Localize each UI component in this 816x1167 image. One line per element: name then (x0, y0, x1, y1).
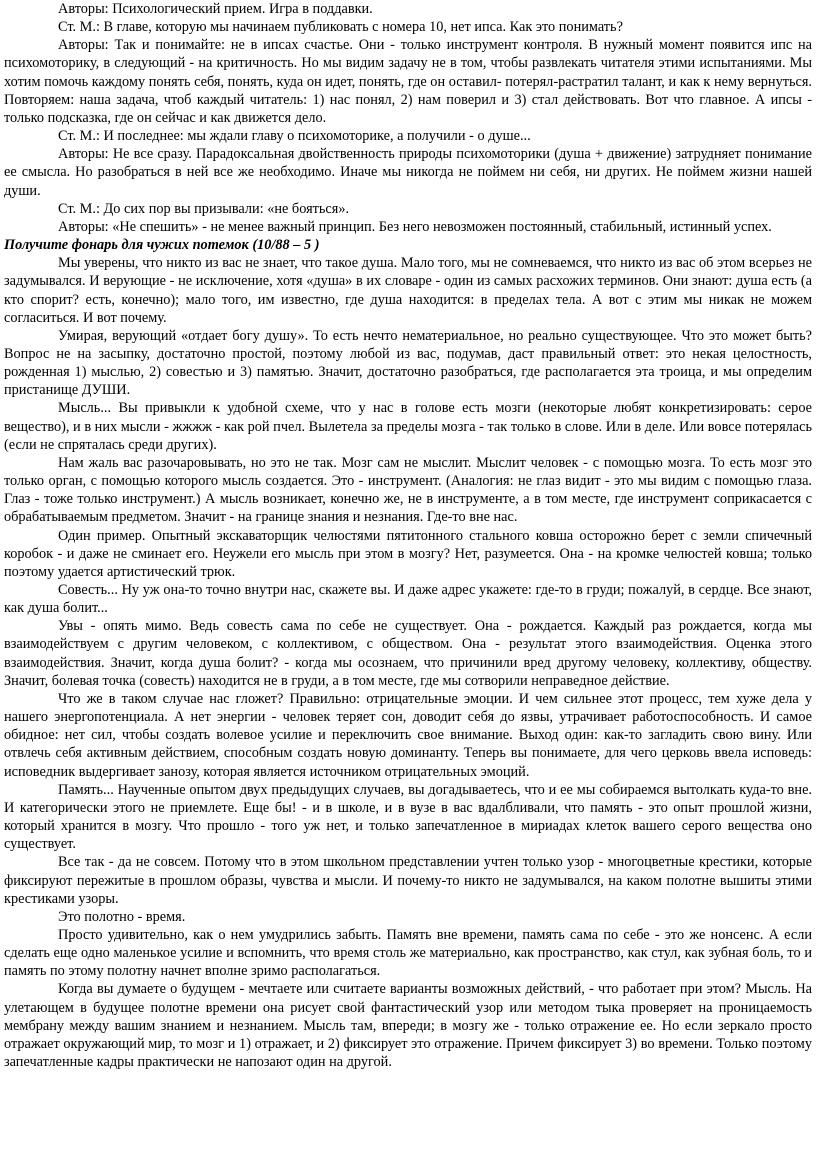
paragraph: Авторы: Психологический прием. Игра в поддавки. (58, 1, 373, 17)
paragraph: Когда вы думаете о будущем - мечтаете или считаете варианты возможных действий, - что работает при этом? Мысль. На улетающем в будущее полотне времени она рисует свой фантастический узор или методом тыка проверяет на проницаемость мембрану между вашим знанием и незнанием. Мысль там, впереди; в мозгу же - только отражение ее. Но если зеркало просто отражает окружающий мир, то мозг и 1) отражает, и 2) фиксирует это отражение. Причем фиксирует 3) во времени. Только поэтому запечатленные кадры практически не напозают один на другой. (4, 981, 812, 1071)
paragraph: Нам жаль вас разочаровывать, но это не так. Мозг сам не мыслит. Мыслит человек - с помощью мозга. То есть мозг это только орган, с помощью которого мысль создается. Это - инструмент. (Аналогия: не глаз видит - это мы видим с помощью глаза. Глаз - тоже только инструмент.) А мысль возникает, конечно же, не в инструменте, а в том месте, где инструмент соприкасается с обрабатываемым предметом. Значит - на границе знания и незнания. Где-то вне нас. (4, 454, 812, 526)
paragraph: Ст. М.: До сих пор вы призывали: «не бояться». (58, 200, 350, 217)
paragraph: Что же в таком случае нас гложет? Правильно: отрицательные эмоции. И чем сильнее этот процесс, тем хуже дела у нашего энергопотенциала. А нет энергии - человек теряет сон, доводит себя до язвы, утрачивает работоспособность. И самое обидное: нет сил, чтобы создать волевое усилие и переключить свое внимание. Выход один: как-то загладить свою вину. Или отвлечь себя активным действием, способным создать новую доминанту. Теперь вы понимаете, для чего церковь ввела исповедь: исповедник выдергивает занозу, которая является источником отрицательных эмоций. (4, 690, 812, 780)
paragraph: Просто удивительно, как о нем умудрились забыть. Память вне времени, память сама по себе - это же нонсенс. А если сделать еще одно маленькое усилие и вспомнить, что время столь же материально, как пространство, как стул, как зубная боль, то и память по этому полотну начнет вполне зримо располагаться. (4, 926, 812, 980)
paragraph: Ст. М.: В главе, которую мы начинаем публиковать с номера 10, нет ипса. Как это понимать? (58, 19, 623, 36)
paragraph: Ст. М.: И последнее: мы ждали главу о психомоторике, а получили - о душе... (58, 128, 531, 145)
paragraph: Мы уверены, что никто из вас не знает, что такое душа. Мало того, мы не сомневаемся, что никто из вас об этом всерьез не задумывался. И верующие - не исключение, хотя «душа» в их словаре - один из самых расхожих терминов. Они знают: душа есть (а кто спорит? есть, конечно); мало того, им известно, где душа находится: в пределах тела. А вот с этим мы никак не можем согласиться. И вот почему. (4, 255, 812, 326)
paragraph: Умирая, верующий «отдает богу душу». То есть нечто нематериальное, но реально существующее. Что это может быть? Вопрос не на засыпку, достаточно простой, поэтому любой из вас, подумав, даст правильный ответ: это некая целостность, рожденная 1) мыслью, 2) совестью и 3) памятью. Значит, достаточно разобраться, где располагается эта троица, и мы определим пристанище ДУШИ. (4, 327, 812, 399)
paragraph: Совесть... Ну уж она-то точно внутри нас, скажете вы. И даже адрес укажете: где-то в груди; пожалуй, в сердце. Все знают, как душа болит... (4, 582, 812, 617)
paragraph: Память... Наученные опытом двух предыдущих случаев, вы догадываетесь, что и ее мы собираемся вытолкать куда-то вне. И категорически этого не приемлете. Еще бы! - и в школе, и в вузе в вас вдалбливали, что память - это опыт прошлой жизни, который хранится в мозгу. Что прошло - того уж нет, и только запечатленное в мириадах клеток вашего серого вещества оно существует. (4, 781, 812, 853)
paragraph: Мысль... Вы привыкли к удобной схеме, что у нас в голове есть мозги (некоторые любят конкретизировать: серое вещество), и в них мысли - жжжж - как рой пчел. Вылетела за пределы мозга - так только в слове. Или в деле. Или вовсе потерялась (если не спряталась среди других). (4, 400, 812, 453)
paragraph: Все так - да не совсем. Потому что в этом школьном представлении учтен только узор - многоцветные крестики, которые фиксируют пережитые в прошлом образы, чувства и мысли. И почему-то никто не задумывался, на каком полотне вышиты этими крестиками узоры. (4, 854, 812, 907)
paragraph: Один пример. Опытный экскаваторщик челюстями пятитонного стального ковша осторожно берет с земли спичечный коробок - и даже не сминает его. Неужели его мысль при этом в мозгу? Нет, разумеется. Она - на кромке челюстей ковша; только поэтому удается артистический трюк. (4, 527, 812, 580)
paragraph: Авторы: Не все сразу. Парадоксальная двойственность природы психомоторики (душа + движение) затрудняет понимание ее смысла. Но разобраться в ней все же необходимо. Иначе мы никогда не поймем ни себя, ни других. Не поймем жизни нашей души. (4, 146, 812, 199)
paragraph: Авторы: Так и понимайте: не в ипсах счастье. Они - только инструмент контроля. В нужный момент появится ипс на психомоторику, в следующий - на критичность. Но мы видим задачу не в том, чтобы развлекать читателя этими испытаниями. Мы хотим помочь каждому понять себя, понять, куда он идет, понять, где он оставил- потерял-растратил талант, и как к нему вернуться. Повторяем: наша задача, чтоб каждый читатель: 1) нас понял, 2) нам поверил и 3) стал действовать. Вот что главное. А ипсы - только подсказка, где он сейчас и как движется дело. (4, 37, 812, 126)
section-heading: Получите фонарь для чужих потемок (10/88 – 5 ) (4, 237, 320, 254)
paragraph: Это полотно - время. (58, 908, 186, 925)
paragraph: Авторы: «Не спешить» - не менее важный принцип. Без него невозможен постоянный, стабильный, истинный успех. (58, 218, 772, 235)
paragraph: Увы - опять мимо. Ведь совесть сама по себе не существует. Она - рождается. Каждый раз рождается, когда мы взаимодействуем с другим человеком, с коллективом, с обществом. Она - результат этого взаимодействия. Оценка этого взаимодействия. Значит, когда душа болит? - когда мы осознаем, что причинили вред другому человеку, коллективу, обществу. Значит, болевая точка (совесть) находится не в груди, а в том месте, где мы сотворили неправедное действие. (4, 618, 812, 689)
